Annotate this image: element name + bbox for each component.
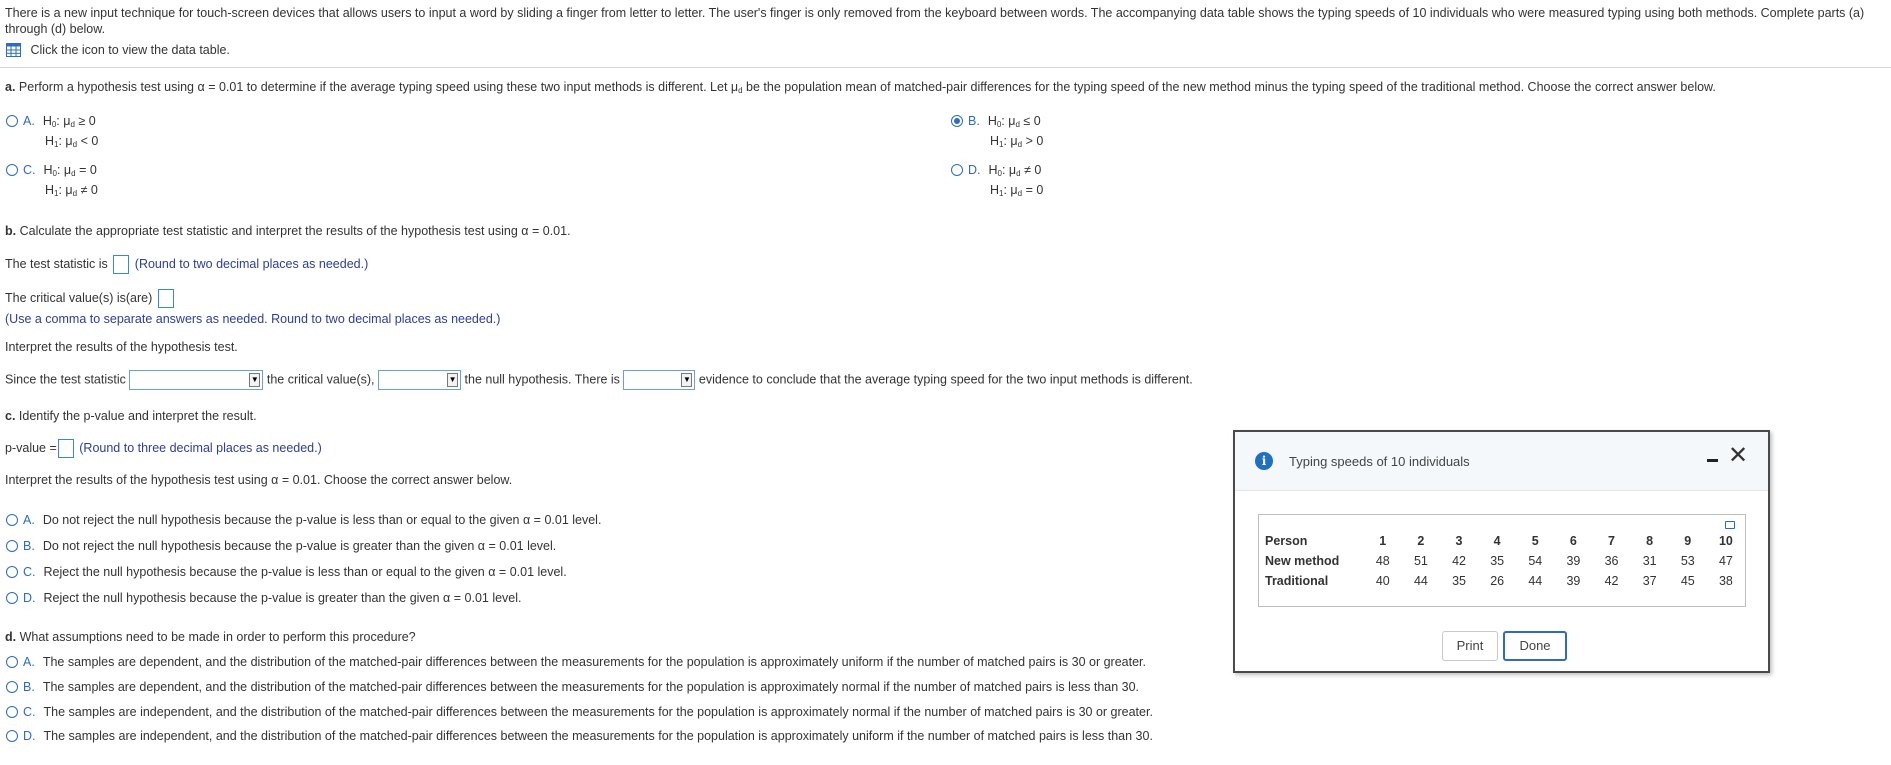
table-cell: 51 [1413, 554, 1428, 568]
part-c-interpret-text: Interpret the results of the hypothesis test using [5, 473, 268, 487]
part-c-label: c. [5, 409, 16, 423]
header-cell: 8 [1646, 534, 1654, 548]
mu-d-symbol: $\mu_d$ [730, 80, 743, 95]
header-cell: 5 [1531, 534, 1539, 548]
part-c-option-a[interactable] [6, 513, 601, 527]
option-letter: B. [23, 680, 35, 694]
test-statistic-input[interactable] [113, 255, 129, 274]
option-text: The samples are dependent, and the distribution of the matched-pair differences between the measurements for the population is approximately normal if the number of matched pairs is less than 30. [42, 680, 1140, 694]
typing-speed-table [1265, 531, 1745, 591]
option-letter: D. [23, 729, 36, 743]
part-a-question [5, 80, 1716, 95]
dropdown-arrow-icon: ▼ [249, 373, 260, 387]
divider [0, 67, 1891, 68]
part-d-option-b[interactable] [6, 680, 1139, 694]
table-cell: 42 [1452, 554, 1466, 568]
critical-value-hint: (Use a comma to separate answers as needed. Round to two decimal places as needed.) [5, 312, 501, 326]
header-cell: Person [1265, 534, 1308, 548]
table-cell: 35 [1452, 574, 1466, 588]
option-letter: D. [23, 591, 36, 605]
h1-value: ≠ 0 [80, 183, 98, 197]
part-a-option-c[interactable]: C. $H_0$: $\mu_d = 0$ $H_1$: $\mu_d \ne 0$ [6, 162, 98, 202]
option-letter: C. [23, 163, 36, 177]
header-cell: 9 [1684, 534, 1692, 548]
part-a-option-b[interactable]: B. $H_0$: $\mu_d \le 0$ $H_1$: $\mu_d > 0$ [951, 113, 1043, 153]
option-letter: A. [23, 655, 35, 669]
evidence-text: evidence to conclude that the average typing speed for the two input methods is different. [698, 372, 1193, 387]
option-letter: A. [23, 114, 35, 128]
copy-icon[interactable] [1725, 521, 1735, 529]
test-statistic-hint: (Round to two decimal places as needed.) [134, 256, 369, 271]
popup-title: Typing speeds of 10 individuals [1289, 454, 1470, 469]
table-row [1265, 551, 1745, 571]
part-c-alpha: α = 0.01. [271, 473, 321, 487]
h1-value: > 0 [1025, 134, 1044, 148]
part-c-option-c[interactable] [6, 565, 567, 579]
table-cell: 53 [1680, 554, 1695, 568]
part-c-question [5, 409, 257, 423]
part-d-label: d. [5, 630, 17, 644]
header-cell: 2 [1417, 534, 1425, 548]
option-text: Reject the null hypothesis because the p-value is less than or equal to the given α = 0.01 level. [43, 565, 567, 579]
option-letter: A. [23, 513, 35, 527]
table-row [1265, 571, 1745, 591]
radio-c[interactable] [6, 164, 18, 176]
since-text: Since the test statistic [5, 372, 126, 387]
data-table-container [1258, 514, 1746, 607]
part-c-interpret [5, 473, 512, 487]
table-cell: 42 [1604, 574, 1619, 588]
radio[interactable] [6, 681, 18, 693]
part-d-option-a[interactable] [6, 655, 1146, 669]
radio[interactable] [6, 706, 18, 718]
print-button[interactable]: Print [1442, 631, 1498, 661]
h0-value: ≥ 0 [78, 114, 96, 128]
part-a-alpha: α = 0.01 [197, 80, 244, 94]
radio[interactable] [6, 730, 18, 742]
header-cell: 10 [1718, 534, 1733, 548]
part-a-text-3: be the population mean of matched-pair differences for the typing speed of the new method minus the typing speed of the traditional method. Choose the correct answer below. [746, 80, 1716, 94]
table-header-row [1265, 531, 1745, 551]
option-text: The samples are independent, and the distribution of the matched-pair differences between the measurements for the population is approximately uniform if the number of matched pairs is less than 30. [43, 729, 1153, 743]
data-table-popup [1233, 430, 1770, 673]
intro-text: There is a new input technique for touch-screen devices that allows users to input a word by sliding a finger from letter to letter. The user's finger is only removed from the keyboard between words. The accompanying data table shows the typing speeds of 10 individuals who were measured typing using both methods. Complete parts (a) through (d) below. [5, 6, 1865, 36]
part-a-text-2: to determine if the average typing speed using these two input methods is different. Let [246, 80, 728, 94]
critical-value-label: The critical value(s) is(are) [5, 290, 153, 305]
part-d-question [5, 630, 416, 644]
data-table-link[interactable] [6, 43, 230, 57]
info-icon: i [1255, 452, 1273, 470]
header-cell: 3 [1455, 534, 1463, 548]
done-button[interactable]: Done [1503, 631, 1567, 661]
part-a-option-d[interactable]: D. $H_0$: $\mu_d \ne 0$ $H_1$: $\mu_d = 0$ [951, 162, 1043, 202]
radio[interactable] [6, 514, 18, 526]
row-label: Traditional [1265, 574, 1329, 588]
table-cell: 37 [1642, 574, 1657, 588]
part-c-option-d[interactable] [6, 591, 522, 605]
table-cell: 47 [1718, 554, 1733, 568]
option-text: Do not reject the null hypothesis because the p-value is less than or equal to the given α = 0.01 level. [42, 513, 602, 527]
radio[interactable] [6, 592, 18, 604]
table-cell: 45 [1680, 574, 1695, 588]
table-cell: 40 [1375, 574, 1390, 588]
table-cell: 44 [1528, 574, 1543, 588]
h0-value: ≤ 0 [1023, 114, 1041, 128]
option-letter: C. [23, 565, 36, 579]
radio-b-selected[interactable] [951, 115, 963, 127]
h0-value: = 0 [79, 163, 97, 177]
table-cell: 44 [1413, 574, 1428, 588]
test-statistic-label: The test statistic is [5, 256, 108, 271]
test-statistic-row [5, 255, 368, 274]
header-cell: 7 [1608, 534, 1615, 548]
radio-a[interactable] [6, 115, 18, 127]
part-a-option-a[interactable]: A. $H_0$: $\mu_d \ge 0$ $H_1$: $\mu_d < 0$ [6, 113, 98, 153]
evidence-dropdown[interactable] [623, 370, 695, 390]
part-d-text: What assumptions need to be made in order to perform this procedure? [19, 630, 416, 644]
table-cell: 36 [1604, 554, 1619, 568]
table-cell: 31 [1642, 554, 1657, 568]
comparison-dropdown[interactable] [129, 370, 263, 390]
row-label: New method [1265, 554, 1340, 568]
critical-value-row [5, 289, 176, 308]
part-c-interpret-post: Choose the correct answer below. [323, 473, 513, 487]
part-c-text: Identify the p-value and interpret the result. [18, 409, 257, 423]
table-cell: 39 [1566, 554, 1581, 568]
pvalue-hint: (Round to three decimal places as needed.) [79, 440, 322, 455]
dropdown-arrow-icon: ▼ [447, 373, 458, 387]
dropdown-arrow-icon: ▼ [681, 373, 692, 387]
header-cell: 4 [1493, 534, 1501, 548]
part-a-label: a. [5, 80, 16, 94]
null-text: the null hypothesis. There is [464, 372, 620, 387]
option-text: The samples are independent, and the distribution of the matched-pair differences between the measurements for the population is approximately normal if the number of matched pairs is 30 or greater. [43, 705, 1153, 719]
reject-dropdown[interactable] [378, 370, 461, 390]
h1-value: = 0 [1025, 183, 1044, 197]
table-cell: 48 [1375, 554, 1390, 568]
part-a-text-1: Perform a hypothesis test using [18, 80, 195, 94]
popup-header [1235, 432, 1768, 491]
part-d-option-c[interactable] [6, 705, 1153, 719]
option-letter: D. [968, 163, 981, 177]
option-letter: C. [23, 705, 36, 719]
pvalue-input[interactable] [58, 439, 74, 458]
table-cell: 39 [1566, 574, 1581, 588]
radio[interactable] [6, 540, 18, 552]
radio[interactable] [6, 566, 18, 578]
interpret-sentence [5, 370, 1193, 390]
part-b-label: b. [5, 224, 17, 238]
minimize-icon[interactable] [1706, 452, 1720, 466]
part-b-alpha: α = 0.01. [521, 224, 571, 238]
critical-text: the critical value(s), [266, 372, 375, 387]
part-b-question [5, 224, 571, 238]
interpret-label: Interpret the results of the hypothesis test. [5, 340, 238, 354]
pvalue-row [5, 439, 322, 458]
close-icon[interactable]: ✕ [1728, 441, 1749, 469]
table-cell: 26 [1490, 574, 1505, 588]
option-letter: B. [968, 114, 980, 128]
data-table-link-text: Click the icon to view the data table. [30, 43, 230, 57]
radio-d[interactable] [951, 164, 963, 176]
part-d-option-d[interactable] [6, 729, 1153, 743]
h0-value: ≠ 0 [1024, 163, 1042, 177]
radio[interactable] [6, 656, 18, 668]
table-icon[interactable] [6, 43, 21, 57]
option-text: Do not reject the null hypothesis because the p-value is greater than the given α = 0.01 level. [42, 539, 557, 553]
table-cell: 38 [1718, 574, 1733, 588]
critical-value-input[interactable] [158, 289, 174, 308]
part-c-option-b[interactable] [6, 539, 556, 553]
part-b-text: Calculate the appropriate test statistic and interpret the results of the hypothesis test using [19, 224, 518, 238]
option-text: Reject the null hypothesis because the p-value is greater than the given α = 0.01 level. [43, 591, 522, 605]
pvalue-label: p-value = [5, 440, 57, 455]
table-cell: 35 [1490, 554, 1505, 568]
table-cell: 54 [1528, 554, 1543, 568]
header-cell: 1 [1379, 534, 1387, 548]
h1-value: < 0 [80, 134, 99, 148]
header-cell: 6 [1569, 534, 1577, 548]
option-letter: B. [23, 539, 35, 553]
option-text: The samples are dependent, and the distribution of the matched-pair differences between the measurements for the population is approximately uniform if the number of matched pairs is 30 or greater. [42, 655, 1146, 669]
